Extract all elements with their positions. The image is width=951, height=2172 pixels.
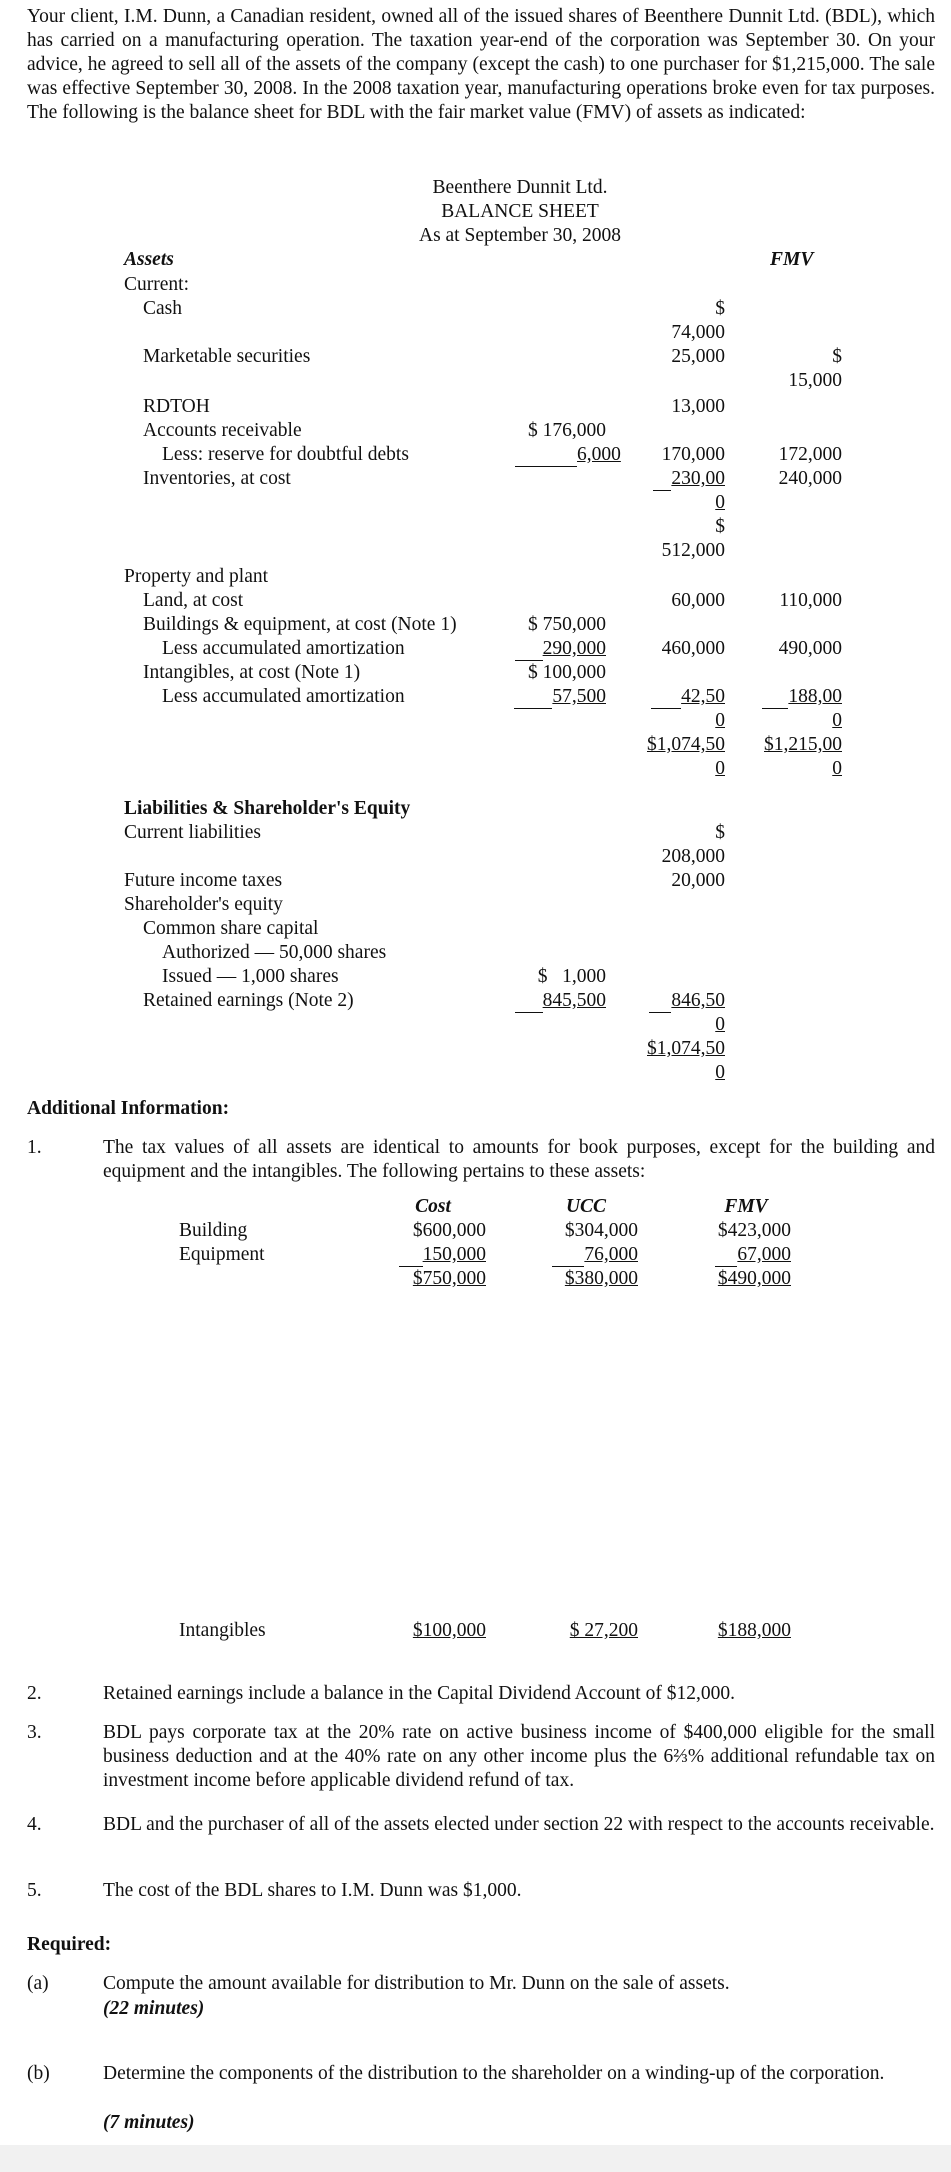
marketable-book: 25,000 [671, 346, 725, 367]
col-cost-header: Cost [415, 1196, 451, 1217]
page-bottom-margin [0, 2145, 951, 2172]
note4-text: BDL and the purchaser of all of the assets elected under section 22 with respect to the accounts receivable. [103, 1814, 935, 1835]
inventories-fmv: 240,000 [778, 468, 842, 489]
current-liabilities-dollar: $ [715, 822, 725, 843]
cash-dollar: $ [715, 298, 725, 319]
required-a-label: (a) [27, 1973, 49, 1994]
ppe-label: Property and plant [124, 566, 269, 587]
buildings-book: 460,000 [661, 638, 725, 659]
reserve-book: 170,000 [661, 444, 725, 465]
note3-number: 3. [27, 1722, 42, 1743]
equity-label: Shareholder's equity [124, 894, 283, 915]
statement-date: As at September 30, 2008 [418, 225, 621, 246]
statement-title: BALANCE SHEET [441, 201, 599, 222]
note1-number: 1. [27, 1137, 42, 1158]
cash-book: 74,000 [671, 322, 725, 343]
reserve-amount: 6,000 [515, 443, 606, 467]
inventories-book: 230,00 [615, 467, 725, 491]
total-liabilities: $1,074,50 [647, 1038, 725, 1059]
building-equip-total-cost: $750,000 [412, 1268, 486, 1289]
buildings-label: Buildings & equipment, at cost (Note 1) [143, 614, 457, 635]
equipment-label: Equipment [179, 1244, 265, 1265]
retained-total: 846,50 [615, 989, 725, 1013]
note2-text: Retained earnings include a balance in the Capital Dividend Account of $12,000. [103, 1683, 735, 1704]
future-tax-label: Future income taxes [124, 870, 283, 891]
note3-text: BDL pays corporate tax at the 20% rate on active business income of $400,000 eligible for the small business deduction and at the 40% rate on any other income plus the 6⅔% additional refundable tax on investment income before applicable dividend refund of tax. [103, 1722, 935, 1791]
assets-header: Assets [124, 249, 174, 270]
current-label: Current: [124, 274, 189, 295]
intangibles-row-label: Intangibles [179, 1620, 266, 1641]
required-a-text: Compute the amount available for distribution to Mr. Dunn on the sale of assets. [103, 1973, 730, 1994]
retained-label: Retained earnings (Note 2) [143, 990, 354, 1011]
total-liabilities-tail: 0 [715, 1062, 725, 1083]
rdtoh-label: RDTOH [143, 396, 210, 417]
current-liabilities-label: Current liabilities [124, 822, 262, 843]
intangibles-fmv: 188,00 [730, 685, 842, 709]
building-ucc: $304,000 [564, 1220, 638, 1241]
required-a-time: (22 minutes) [103, 1998, 205, 2019]
intangibles-book-tail: 0 [715, 710, 725, 731]
intangibles-fmv-tail: 0 [832, 710, 842, 731]
equipment-cost: 150,000 [380, 1243, 486, 1267]
additional-info-header: Additional Information: [27, 1098, 230, 1119]
retained-amount: 845,500 [500, 989, 606, 1013]
note5-number: 5. [27, 1880, 42, 1901]
current-total-dollar: $ [715, 516, 725, 537]
land-book: 60,000 [671, 590, 725, 611]
authorized-label: Authorized — 50,000 shares [162, 942, 387, 963]
equipment-ucc: 76,000 [531, 1243, 638, 1267]
issued-amount: $ 1,000 [537, 966, 606, 987]
intangibles-amort: 57,500 [500, 685, 606, 709]
buildings-amort: 290,000 [500, 637, 606, 661]
total-assets-book: $1,074,50 [647, 734, 725, 755]
required-header: Required: [27, 1934, 112, 1955]
buildings-amort-label: Less accumulated amortization [162, 638, 405, 659]
buildings-fmv: 490,000 [778, 638, 842, 659]
land-fmv: 110,000 [779, 590, 842, 611]
building-fmv: $423,000 [717, 1220, 791, 1241]
building-cost: $600,000 [412, 1220, 486, 1241]
land-label: Land, at cost [143, 590, 244, 611]
marketable-fmv-dollar: $ [832, 346, 842, 367]
intangibles-row-fmv: $188,000 [717, 1620, 791, 1641]
note4-number: 4. [27, 1814, 42, 1835]
rdtoh-book: 13,000 [671, 396, 725, 417]
future-tax-value: 20,000 [671, 870, 725, 891]
building-label: Building [179, 1220, 248, 1241]
required-b-label: (b) [27, 2063, 50, 2084]
ar-label: Accounts receivable [143, 420, 302, 441]
col-fmv-header: FMV [724, 1196, 768, 1217]
equipment-fmv: 67,000 [691, 1243, 791, 1267]
building-equip-total-ucc: $380,000 [564, 1268, 638, 1289]
total-assets-fmv-tail: 0 [832, 758, 842, 779]
ar-gross: $ 176,000 [528, 420, 606, 441]
intangibles-row-cost: $100,000 [412, 1620, 486, 1641]
required-b-text: Determine the components of the distribution to the shareholder on a winding-up of the corporation. [103, 2063, 885, 2084]
inventories-book-tail: 0 [715, 492, 725, 513]
note1-text: The tax values of all assets are identical to amounts for book purposes, except for the building and equipment and the intangibles. The following pertains to these assets: [103, 1137, 935, 1182]
retained-total-tail: 0 [715, 1014, 725, 1035]
issued-label: Issued — 1,000 shares [162, 966, 339, 987]
common-share-label: Common share capital [143, 918, 319, 939]
intangibles-label: Intangibles, at cost (Note 1) [143, 662, 361, 683]
company-name: Beenthere Dunnit Ltd. [432, 177, 608, 198]
col-ucc-header: UCC [565, 1196, 607, 1217]
inventories-label: Inventories, at cost [143, 468, 291, 489]
intangibles-amort-label: Less accumulated amortization [162, 686, 405, 707]
marketable-label: Marketable securities [143, 346, 311, 367]
current-liabilities-value: 208,000 [661, 846, 725, 867]
liabilities-header: Liabilities & Shareholder's Equity [124, 798, 411, 819]
fmv-header: FMV [770, 249, 814, 270]
marketable-fmv: 15,000 [788, 370, 842, 391]
total-assets-book-tail: 0 [715, 758, 725, 779]
note5-text: The cost of the BDL shares to I.M. Dunn was $1,000. [103, 1880, 522, 1901]
intangibles-cost: $ 100,000 [528, 662, 606, 683]
note2-number: 2. [27, 1683, 42, 1704]
current-total: 512,000 [661, 540, 725, 561]
intangibles-book: 42,50 [615, 685, 725, 709]
required-b-time: (7 minutes) [103, 2112, 195, 2133]
intangibles-row-ucc: $ 27,200 [569, 1620, 638, 1641]
building-equip-total-fmv: $490,000 [717, 1268, 791, 1289]
total-assets-fmv: $1,215,00 [764, 734, 842, 755]
intro-paragraph: Your client, I.M. Dunn, a Canadian resident, owned all of the issued shares of Beenthere Dunnit Ltd. (BDL), which has carried on a manufacturing operation. The taxation year-end of the corporation was September 30. On your advice, he agreed to sell all of the assets of the company (except the cash) to one purchaser for $1,215,000. The sale was effective September 30, 2008. In the 2008 taxation year, manufacturing operations broke even for tax purposes. The following is the balance sheet for BDL with the fair market value (FMV) of assets as indicated: [27, 6, 935, 123]
reserve-label: Less: reserve for doubtful debts [162, 444, 409, 465]
reserve-fmv: 172,000 [778, 444, 842, 465]
buildings-cost: $ 750,000 [528, 614, 606, 635]
cash-label: Cash [143, 298, 182, 319]
